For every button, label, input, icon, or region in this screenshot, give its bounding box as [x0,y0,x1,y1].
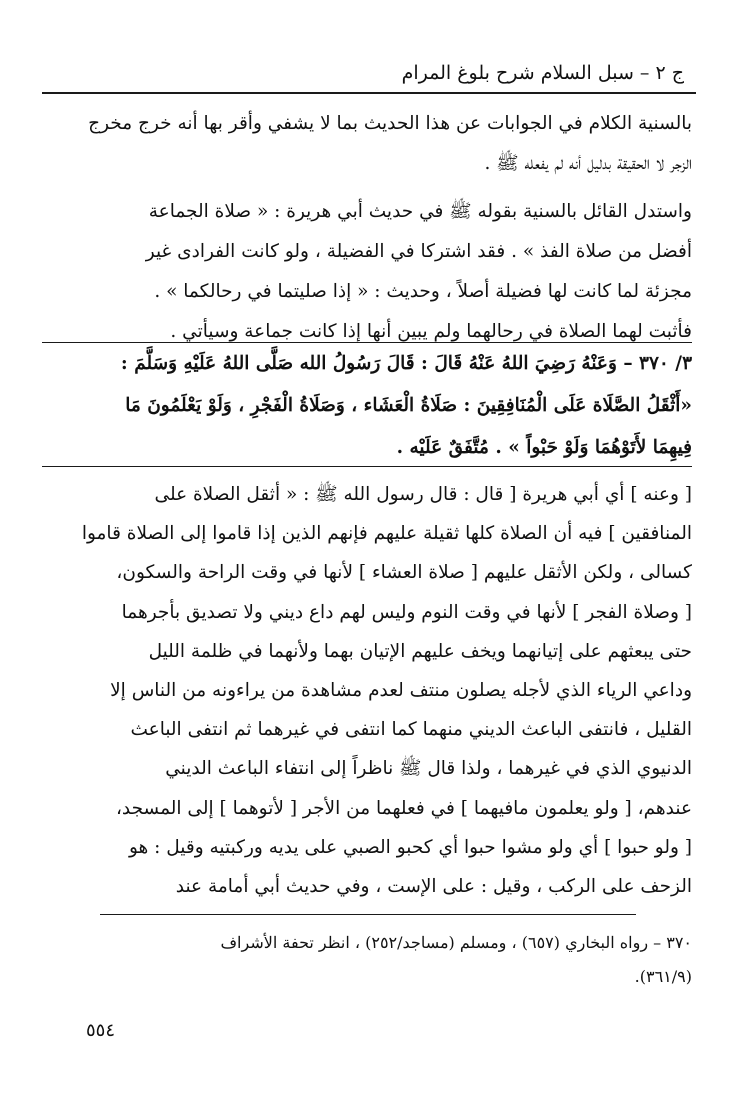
text-line: واستدل القائل بالسنية بقوله ﷺ في حديث أبي هريرة : « صلاة الجماعة [148,201,692,222]
text-line: بالسنية الكلام في الجوابات عن هذا الحديث بما لا يشفي وأقر بها أنه خرج مخرج [88,113,692,134]
page-number: ٥٥٤ [86,1020,116,1041]
footnote-rule [100,914,636,915]
footnote-line: ٣٧٠ – رواه البخاري (٦٥٧) ، ومسلم (مساجد/٢٥٢) ، انظر تحفة الأشراف [220,933,692,952]
text-line: الدنيوي الذي في غيرهما ، ولذا قال ﷺ ناظراً إلى انتفاء الباعث الديني [165,758,692,780]
text-line: [ ولو حبوا ] أي ولو مشوا حبوا أي كحبو الصبي على يديه وركبتيه وقيل : هو [128,836,692,858]
hadith-line: ٣/ ٣٧٠ – وَعَنْهُ رَضِيَ اللهُ عَنْهُ قَالَ : قَالَ رَسُولُ الله صَلَّى اللهُ عَلَيْهِ وَسَلَّمَ : [120,353,692,374]
text-line: حتى يبعثهم على إتيانهما ويخف عليهم الإتيان بهما ولأنهما في ظلمة الليل [148,640,692,662]
text-line: الزحف على الركب ، وقيل : على الإست ، وفي حديث أبي أمامة عند [175,875,692,897]
footnote [44,926,692,994]
hadith-line: «أَثْقَلُ الصَّلَاة عَلَى الْمُنَافِقِينَ : صَلَاةُ الْعَشَاء ، وَصَلَاةُ الْفَجْرِ ، وَلَوْ يَعْلَمُونَ مَا [125,395,692,416]
running-header: ج ٢ – سبل السلام شرح بلوغ المرام [401,62,684,84]
text-line: [ وعنه ] أي أبي هريرة [ قال : قال رسول الله ﷺ : « أثقل الصلاة على [154,484,692,505]
text-line: وداعي الرياء الذي لأجله يصلون منتف لعدم مشاهدة من يراءونه من الناس إلا [110,679,692,701]
paragraph-evidence [44,192,692,352]
hadith-text [44,343,692,469]
text-line: مجزئة لما كانت لها فضيلة أصلاً ، وحديث : « إذا صليتما في رحالكما » . [154,281,692,302]
text-line: عندهم، [ ولو يعلمون مافيهما ] في فعلهما من الأجر [ لأتوهما ] إلى المسجد، [115,797,692,819]
footnote-line: (٣٦١/٩). [634,967,692,986]
text-line: الزجر لا الحقيقة بدليل أنه لم يفعله ﷺ . [484,153,692,174]
text-line: المنافقين ] فيه أن الصلاة كلها ثقيلة عليهم فإنهم الذين إذا قاموا إلى الصلاة قاموا [81,523,692,545]
text-line: كسالى ، ولكن الأثقل عليهم [ صلاة العشاء ] لأنها في وقت الراحة والسكون، [116,562,692,584]
text-line: فأثبت لهما الصلاة في رحالهما ولم يبين أنها إذا كانت جماعة وسيأتي . [170,321,692,342]
header-rule [42,92,696,94]
commentary [44,475,692,906]
text-line: القليل ، فانتفى الباعث الديني منهما كما انتفى في غيرهما ثم انتفى الباعث [130,719,692,741]
hadith-bottom-rule [42,466,692,467]
text-line: أفضل من صلاة الفذ » . فقد اشتركا في الفضيلة ، ولو كانت الفرادى غير [145,241,692,262]
hadith-line: فِيهِمَا لأَتَوْهُمَا وَلَوْ حَبْواً » . مُتَّفَقٌ عَلَيْه . [396,437,692,458]
paragraph-intro [44,104,692,184]
text-line: [ وصلاة الفجر ] لأنها في وقت النوم وليس لهم داع ديني ولا تصديق بأجرهما [121,601,692,623]
